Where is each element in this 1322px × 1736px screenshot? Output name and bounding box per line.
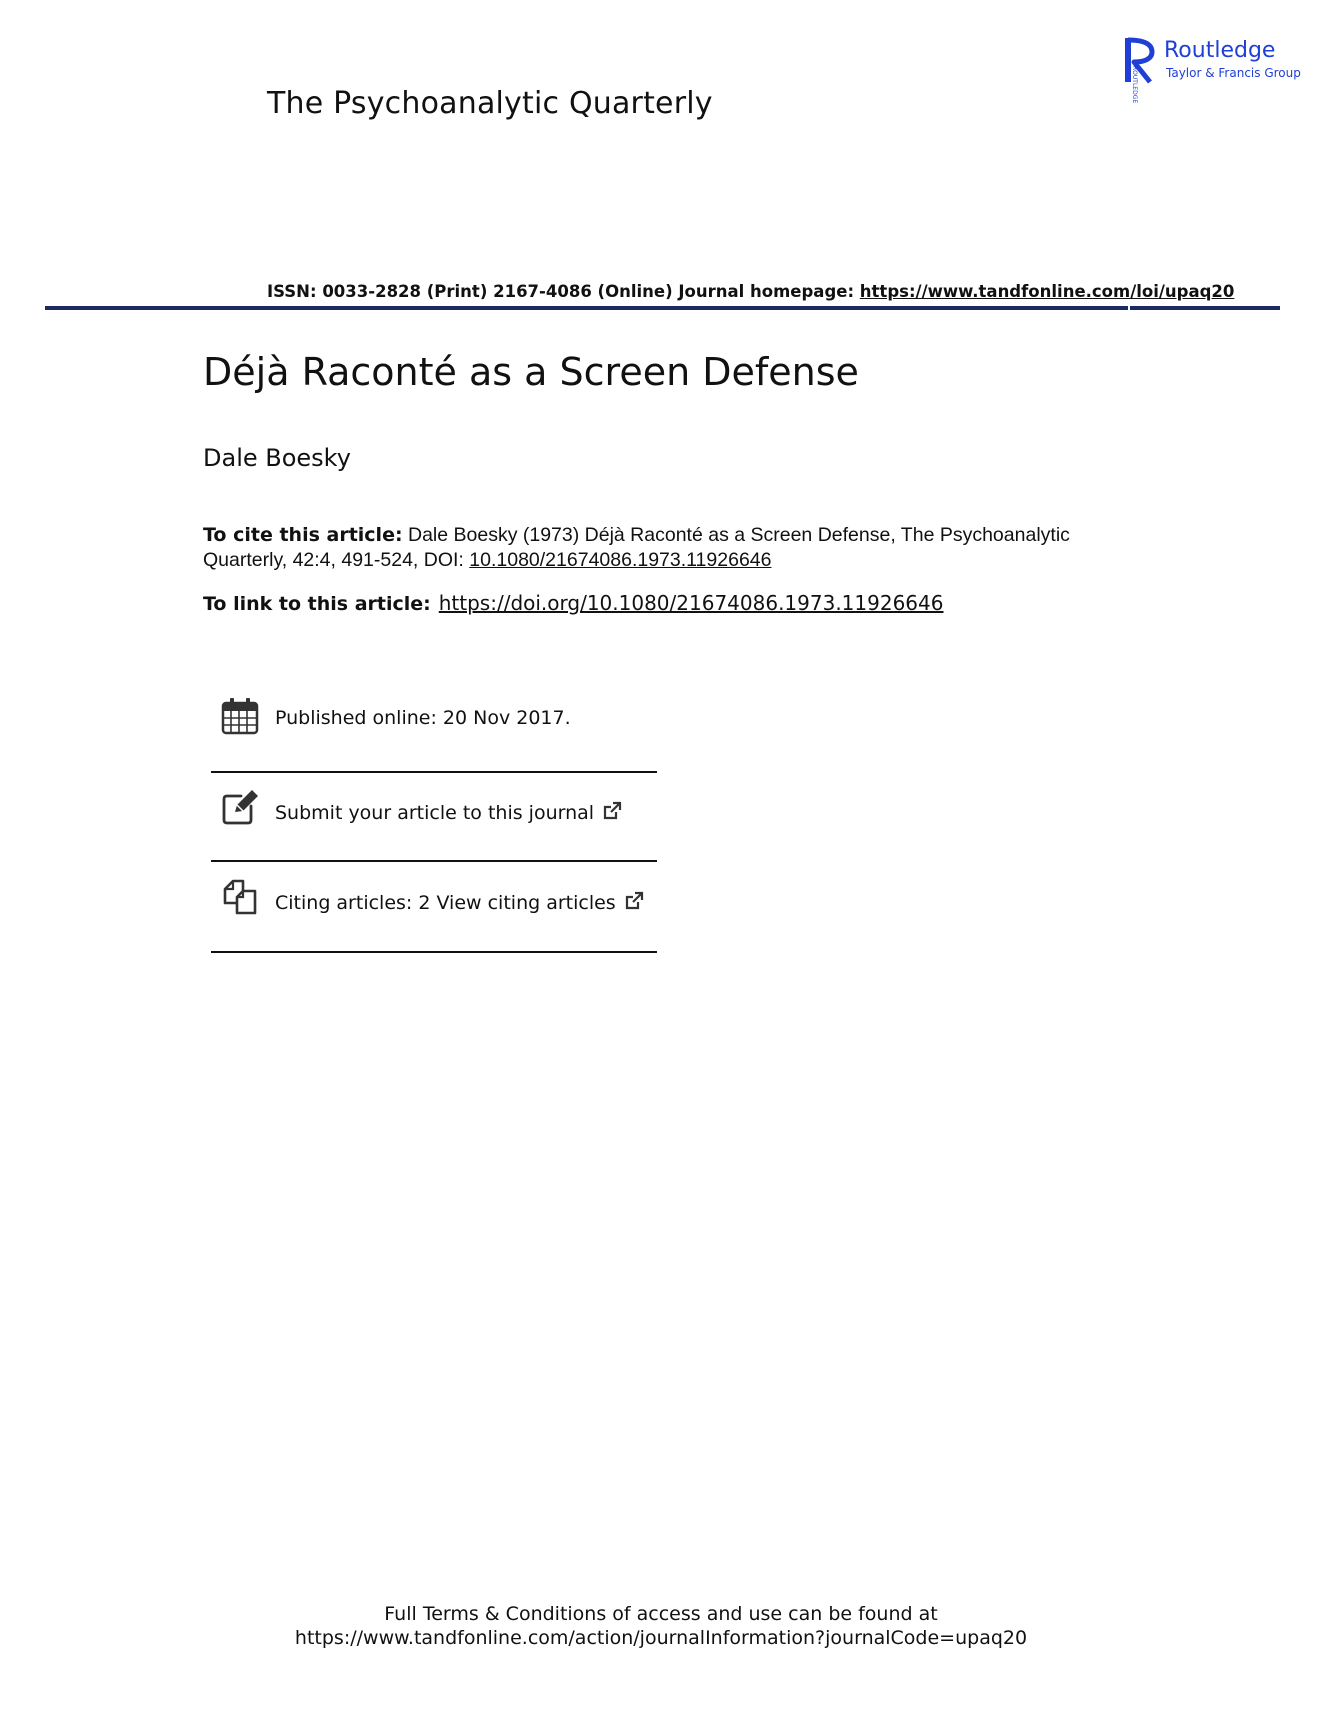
header-rule-gap bbox=[1128, 306, 1130, 310]
journal-title: The Psychoanalytic Quarterly bbox=[267, 86, 713, 121]
citation bbox=[203, 523, 1133, 573]
article-title: Déjà Raconté as a Screen Defense bbox=[203, 350, 859, 394]
header-rule bbox=[45, 306, 1280, 310]
footer-terms-url[interactable]: https://www.tandfonline.com/action/journalInformation?journalCode=upaq20 bbox=[294, 1627, 1028, 1649]
divider bbox=[211, 951, 657, 953]
publisher-logo[interactable] bbox=[1124, 36, 1301, 104]
citing-articles-link[interactable] bbox=[211, 869, 657, 929]
routledge-logo-icon bbox=[1124, 36, 1156, 104]
issn-text: ISSN: 0033-2828 (Print) 2167-4086 (Online) Journal homepage: bbox=[267, 282, 860, 301]
edit-icon bbox=[221, 788, 259, 826]
logo-mark-text: ROUTLEDGE bbox=[1131, 66, 1138, 104]
copy-icon bbox=[221, 877, 259, 915]
external-link-icon bbox=[624, 891, 644, 911]
external-link-icon bbox=[602, 801, 622, 821]
cite-label: To cite this article: bbox=[203, 524, 403, 546]
cite-doi-link[interactable]: 10.1080/21674086.1973.11926646 bbox=[469, 549, 772, 571]
link-label: To link to this article: bbox=[203, 593, 431, 615]
submit-article-link[interactable] bbox=[211, 780, 657, 840]
submit-article-text: Submit your article to this journal bbox=[275, 802, 595, 824]
article-author: Dale Boesky bbox=[203, 444, 351, 472]
published-date: Published online: 20 Nov 2017. bbox=[275, 707, 571, 729]
divider bbox=[211, 860, 657, 862]
calendar-icon bbox=[221, 697, 259, 735]
article-doi-link[interactable]: https://doi.org/10.1080/21674086.1973.11926646 bbox=[438, 591, 944, 615]
publisher-name: Routledge bbox=[1164, 38, 1276, 63]
footer bbox=[0, 1602, 1322, 1650]
article-link-line bbox=[203, 591, 943, 615]
published-row bbox=[211, 689, 657, 749]
citing-articles-text: Citing articles: 2 View citing articles bbox=[275, 892, 616, 914]
publisher-group: Taylor & Francis Group bbox=[1166, 66, 1301, 80]
divider bbox=[211, 771, 657, 773]
issn-line bbox=[267, 282, 1234, 301]
footer-terms: Full Terms & Conditions of access and use can be found at bbox=[384, 1603, 938, 1625]
cite-text: Dale Boesky (1973) Déjà Raconté as a Screen Defense, The Psychoanalytic Quarterly, 42:4, 491-524, DOI: bbox=[203, 524, 1070, 571]
journal-homepage-link[interactable]: https://www.tandfonline.com/loi/upaq20 bbox=[859, 282, 1235, 301]
